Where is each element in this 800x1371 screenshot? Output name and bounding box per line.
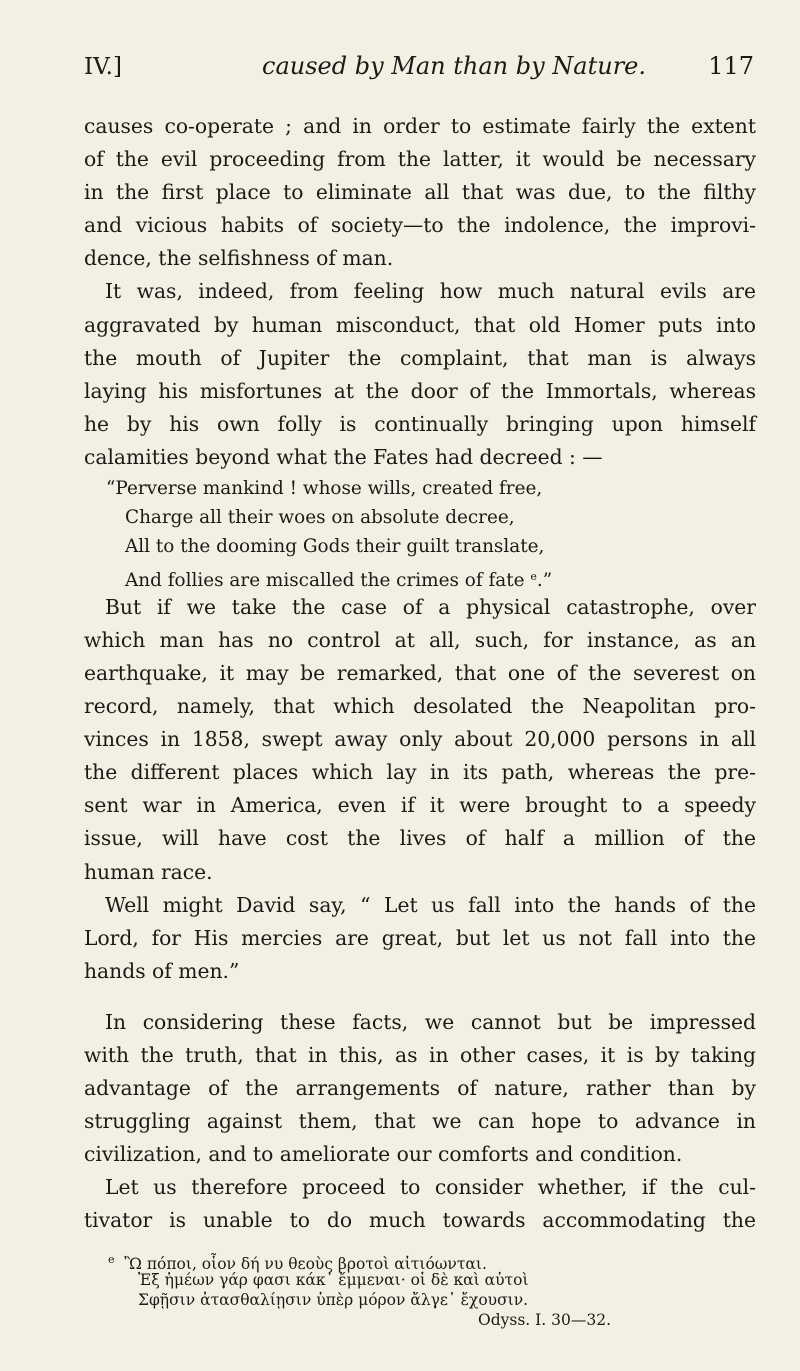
footnote-source: Odyss. I. 30—32. xyxy=(478,1311,611,1329)
text-line: which man has no control at all, such, for instance, as an xyxy=(84,627,756,652)
text-line: issue, will have cost the lives of half a million of the xyxy=(84,826,756,851)
paragraph xyxy=(84,275,756,474)
footnote-line: Σφῇσιν ἀτασθαλίῃσιν ὑπὲρ μόρον ἄλγε᾽ ἔχουσιν. xyxy=(138,1291,529,1309)
text-line: of the evil proceeding from the latter, it would be necessary xyxy=(84,147,756,172)
text-line: Well might David say, “ Let us fall into the hands of the xyxy=(105,892,756,917)
text-line: It was, indeed, from feeling how much natural evils are xyxy=(105,279,756,304)
paragraph-gap xyxy=(84,988,756,1006)
text-line: Let us therefore proceed to consider whether, if the cul- xyxy=(105,1175,756,1200)
text-line: record, namely, that which desolated the Neapolitan pro- xyxy=(84,694,756,719)
text-line: advantage of the arrangements of nature, rather than by xyxy=(84,1076,756,1101)
footnote xyxy=(108,1250,748,1330)
body-text xyxy=(84,110,756,1238)
text-line: Lord, for His mercies are great, but let us not fall into the xyxy=(84,925,756,950)
text-line: sent war in America, even if it were brought to a speedy xyxy=(84,793,756,818)
text-line: with the truth, that in this, as in other cases, it is by taking xyxy=(84,1043,756,1067)
text-line: In considering these facts, we cannot but be impressed xyxy=(105,1009,756,1034)
text-line: tivator is unable to do much towards accommodating the xyxy=(84,1208,756,1233)
paragraph xyxy=(84,889,756,988)
paragraph xyxy=(84,1006,756,1171)
text-line: hands of men.” xyxy=(84,958,240,983)
footnote-line xyxy=(108,1250,748,1273)
chapter-number: IV.] xyxy=(84,54,122,80)
text-line: civilization, and to ameliorate our comforts and condition. xyxy=(84,1142,683,1167)
running-title: caused by Man than by Nature. xyxy=(262,52,646,80)
text-line: in the first place to eliminate all that was due, to the filthy xyxy=(84,180,756,205)
footnote-marker: e xyxy=(108,1253,115,1266)
footnote-reference: e xyxy=(530,569,537,583)
text-line: the mouth of Jupiter the complaint, that man is always xyxy=(84,345,756,370)
paragraph xyxy=(84,1171,756,1237)
verse-line: All to the dooming Gods their guilt translate, xyxy=(125,536,545,558)
verse-quotation xyxy=(84,474,756,591)
text-line: But if we take the case of a physical catastrophe, over xyxy=(105,594,756,619)
verse-line xyxy=(104,562,756,591)
footnote-line: Ἐξ ἡμέων γάρ φασι κάκ᾽ ἔμμεναι· οἱ δὲ καὶ αὐτοὶ xyxy=(138,1271,529,1289)
paragraph xyxy=(84,110,756,275)
footnote-greek-text: Ὢ πόποι, οἷον δή νυ θεοὺς βροτοὶ αἰτιόωνται. xyxy=(124,1255,487,1273)
text-line: dence, the selfishness of man. xyxy=(84,246,394,271)
running-head xyxy=(84,46,754,86)
text-line: the different places which lay in its path, whereas the pre- xyxy=(84,760,756,785)
page-number: 117 xyxy=(708,52,754,80)
text-line: and vicious habits of society—to the indolence, the improvi- xyxy=(84,213,756,238)
text-line: aggravated by human misconduct, that old Homer puts into xyxy=(84,312,756,337)
text-line: laying his misfortunes at the door of the Immortals, whereas xyxy=(84,378,756,403)
text-line: earthquake, it may be remarked, that one of the severest on xyxy=(84,660,756,685)
text-line: calamities beyond what the Fates had decreed : — xyxy=(84,444,603,469)
text-line: struggling against them, that we can hope to advance in xyxy=(84,1109,756,1134)
verse-closing: .” xyxy=(536,569,553,591)
verse-line: “Perverse mankind ! whose wills, created free, xyxy=(106,478,543,500)
paragraph xyxy=(84,591,756,889)
text-line: he by his own folly is continually bringing upon himself xyxy=(84,411,756,436)
verse-line-text: And follies are miscalled the crimes of fate xyxy=(125,569,525,591)
text-line: causes co-operate ; and in order to estimate fairly the extent xyxy=(84,114,756,138)
text-line: vinces in 1858, swept away only about 20,000 persons in all xyxy=(84,727,756,752)
verse-line: Charge all their woes on absolute decree, xyxy=(125,507,515,529)
text-line: human race. xyxy=(84,859,213,884)
